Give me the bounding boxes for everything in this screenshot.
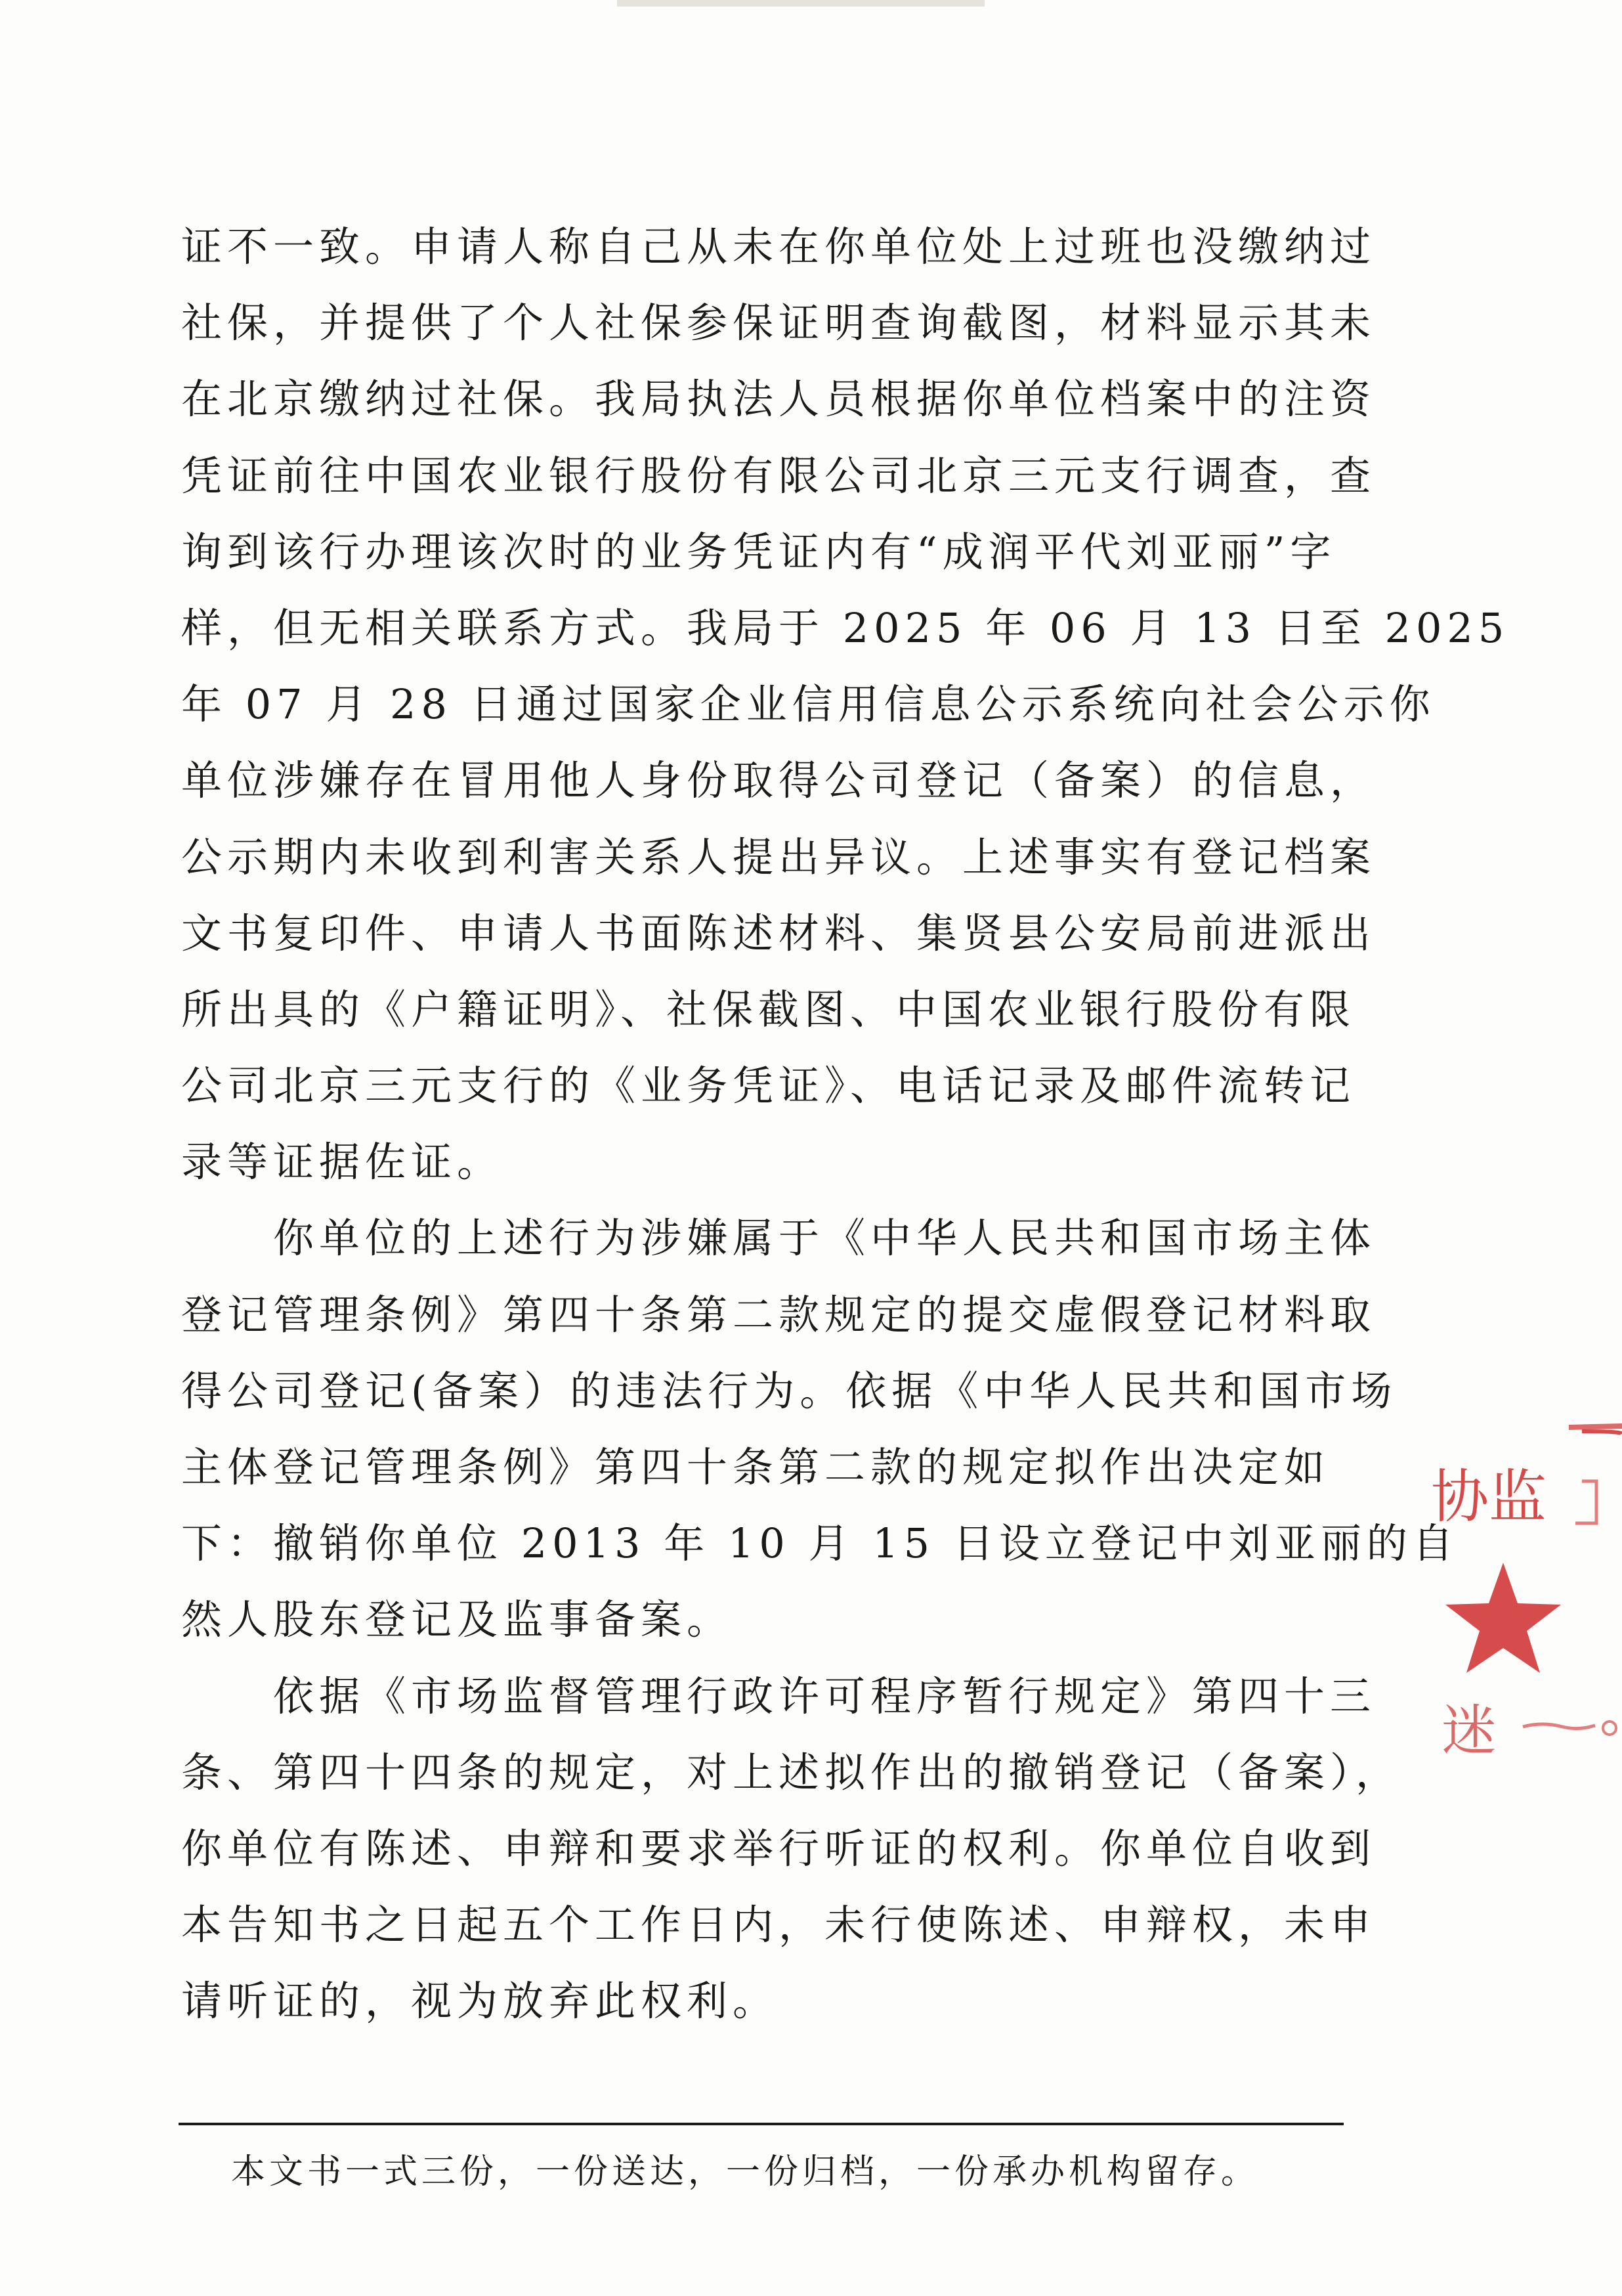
text-line: 本告知书之日起五个工作日内，未行使陈述、申辩权，未申 [181,1901,1377,1949]
text-line: 得公司登记(备案）的违法行为。依据《中华人民共和国市场 [181,1366,1398,1415]
text-line: 条、第四十四条的规定，对上述拟作出的撤销登记（备案）， [181,1748,1402,1796]
official-seal-stamp [1424,1418,1622,1763]
text-line: 证不一致。申请人称自己从未在你单位处上过班也没缴纳过 [181,223,1377,271]
text-line: 你单位有陈述、申辩和要求举行听证的权利。你单位自收到 [181,1824,1377,1873]
footer-divider [179,2123,1344,2125]
seal-graphic [1424,1418,1622,1763]
text-line: 文书复印件、申请人书面陈述材料、集贤县公安局前进派出 [181,909,1377,957]
text-line: 社保，并提供了个人社保参保证明查询截图，材料显示其未 [181,299,1377,347]
text-line: 公司北京三元支行的《业务凭证》、电话记录及邮件流转记 [181,1062,1356,1110]
text-line: 公示期内未收到利害关系人提出异议。上述事实有登记档案 [181,833,1377,881]
text-line: 年 07 月 28 日通过国家企业信用信息公示系统向社会公示你 [181,680,1436,729]
text-line-indented: 依据《市场监督管理行政许可程序暂行规定》第四十三 [273,1672,1377,1720]
seal-text-bottom: 迷 [1441,1699,1497,1763]
seal-text-top: 协监 [1431,1463,1547,1530]
text-line: 样，但无相关联系方式。我局于 2025 年 06 月 13 日至 2025 [181,603,1510,652]
footer-note: 本文书一式三份，一份送达，一份归档，一份承办机构留存。 [231,2152,1260,2192]
seal-star-icon [1445,1563,1561,1673]
text-line: 在北京缴纳过社保。我局执法人员根据你单位档案中的注资 [181,375,1377,423]
text-line: 录等证据佐证。 [181,1138,503,1186]
text-line: 下：撤销你单位 2013 年 10 月 15 日设立登记中刘亚丽的自 [181,1519,1459,1568]
text-line: 登记管理条例》第四十条第二款规定的提交虚假登记材料取 [181,1290,1377,1339]
scan-edge-artifact [617,0,985,7]
text-line: 凭证前往中国农业银行股份有限公司北京三元支行调查，查 [181,451,1377,500]
text-line: 请听证的，视为放弃此权利。 [181,1977,779,2025]
text-line: 然人股东登记及监事备案。 [181,1595,733,1644]
text-line: 所出具的《户籍证明》、社保截图、中国农业银行股份有限 [181,985,1356,1033]
text-line: 单位涉嫌存在冒用他人身份取得公司登记（备案）的信息， [181,756,1377,805]
text-line: 询到该行办理该次时的业务凭证内有“成润平代刘亚丽”字 [181,527,1336,576]
text-line: 主体登记管理条例》第四十条第二款的规定拟作出决定如 [181,1443,1331,1491]
text-line-indented: 你单位的上述行为涉嫌属于《中华人民共和国市场主体 [273,1214,1377,1263]
